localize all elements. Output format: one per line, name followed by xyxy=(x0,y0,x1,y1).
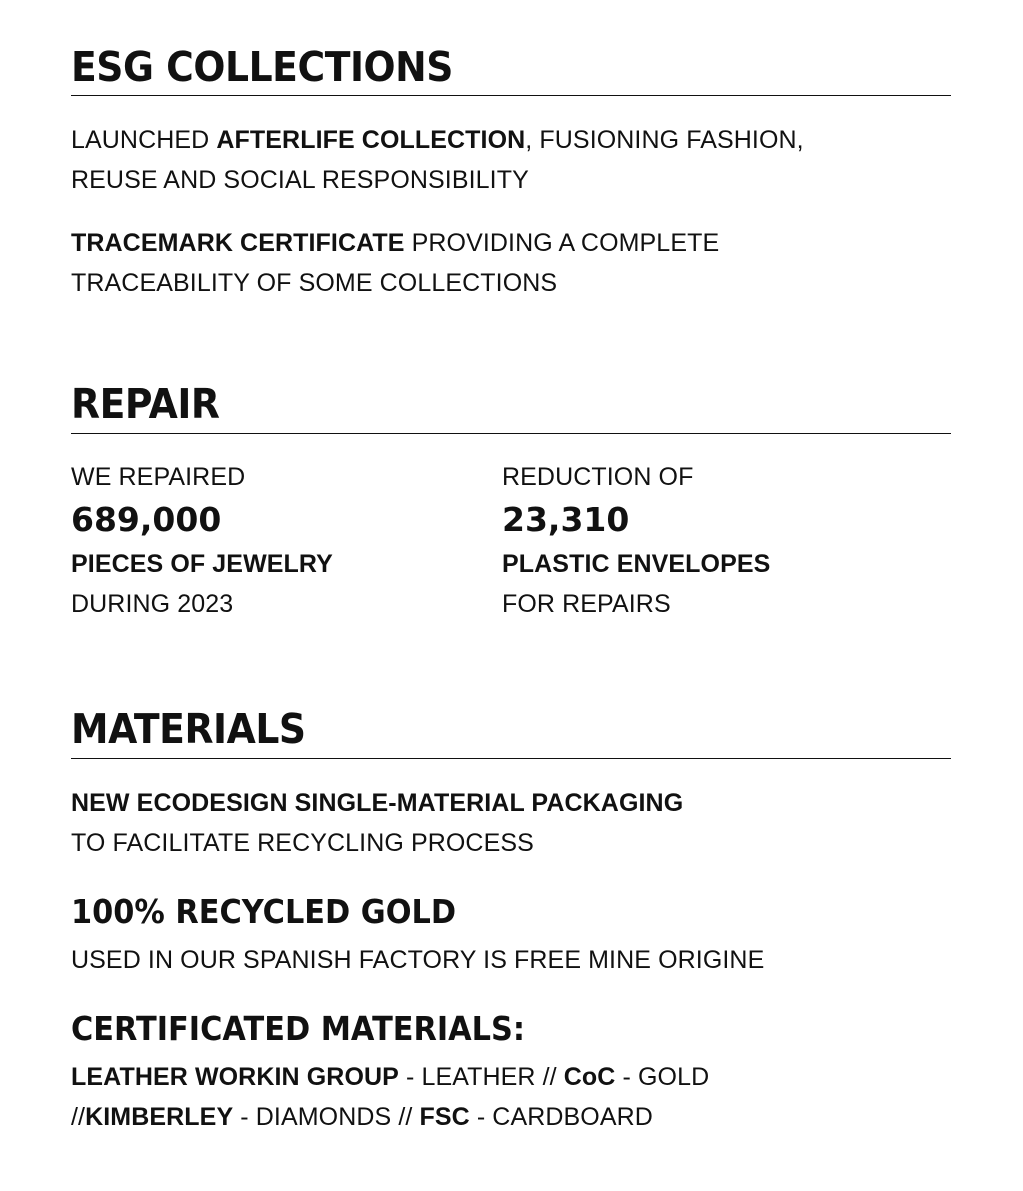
repair-stat-label: PIECES OF JEWELRY xyxy=(71,550,333,578)
repair-divider xyxy=(71,433,951,434)
materials-divider xyxy=(71,758,951,759)
cert-name: KIMBERLEY xyxy=(85,1103,234,1131)
recycled-gold-heading: 100% RECYCLED GOLD xyxy=(71,892,457,931)
certificated-materials-line-2 xyxy=(71,1097,653,1137)
cert-detail: - LEATHER // xyxy=(398,1063,564,1091)
repair-stat-intro: REDUCTION OF xyxy=(502,463,694,491)
repair-stat-value: 23,310 xyxy=(502,500,630,539)
esg-afterlife-post: , FUSIONING FASHION, xyxy=(525,126,804,154)
repair-stat-label: PLASTIC ENVELOPES xyxy=(502,550,771,578)
esg-afterlife-pre: LAUNCHED xyxy=(71,126,217,154)
cert-detail: // xyxy=(71,1103,86,1131)
repair-stat-value: 689,000 xyxy=(71,500,222,539)
materials-heading: MATERIALS xyxy=(71,705,306,753)
cert-detail: - CARDBOARD xyxy=(469,1103,653,1131)
esg-afterlife-line xyxy=(71,120,804,160)
esg-collections-heading: ESG COLLECTIONS xyxy=(71,43,453,91)
repair-stat-intro: WE REPAIRED xyxy=(71,463,246,491)
cert-name: LEATHER WORKIN GROUP xyxy=(71,1063,399,1091)
recycled-gold-text: USED IN OUR SPANISH FACTORY IS FREE MINE ORIGINE xyxy=(71,946,765,974)
repair-stat-note: FOR REPAIRS xyxy=(502,590,671,618)
cert-name: CoC xyxy=(563,1063,616,1091)
esg-tracemark-line xyxy=(71,223,719,263)
repair-stat-envelopes xyxy=(502,457,942,624)
tracemark-certificate-label: TRACEMARK CERTIFICATE xyxy=(71,229,405,257)
packaging-text: TO FACILITATE RECYCLING PROCESS xyxy=(71,829,534,857)
esg-tracemark-post: PROVIDING A COMPLETE xyxy=(404,229,720,257)
cert-detail: - DIAMONDS // xyxy=(233,1103,420,1131)
esg-divider xyxy=(71,95,951,96)
repair-heading: REPAIR xyxy=(71,380,220,428)
esg-afterlife-line-2: REUSE AND SOCIAL RESPONSIBILITY xyxy=(71,166,529,194)
afterlife-collection-label: AFTERLIFE COLLECTION xyxy=(216,126,526,154)
certificated-materials-heading: CERTIFICATED MATERIALS: xyxy=(71,1009,526,1048)
cert-name: FSC xyxy=(419,1103,470,1131)
certificated-materials-line-1 xyxy=(71,1057,709,1097)
cert-detail: - GOLD xyxy=(615,1063,710,1091)
packaging-heading: NEW ECODESIGN SINGLE-MATERIAL PACKAGING xyxy=(71,789,684,817)
repair-stat-jewelry xyxy=(71,457,491,624)
esg-tracemark-line-2: TRACEABILITY OF SOME COLLECTIONS xyxy=(71,269,558,297)
repair-stat-note: DURING 2023 xyxy=(71,590,234,618)
